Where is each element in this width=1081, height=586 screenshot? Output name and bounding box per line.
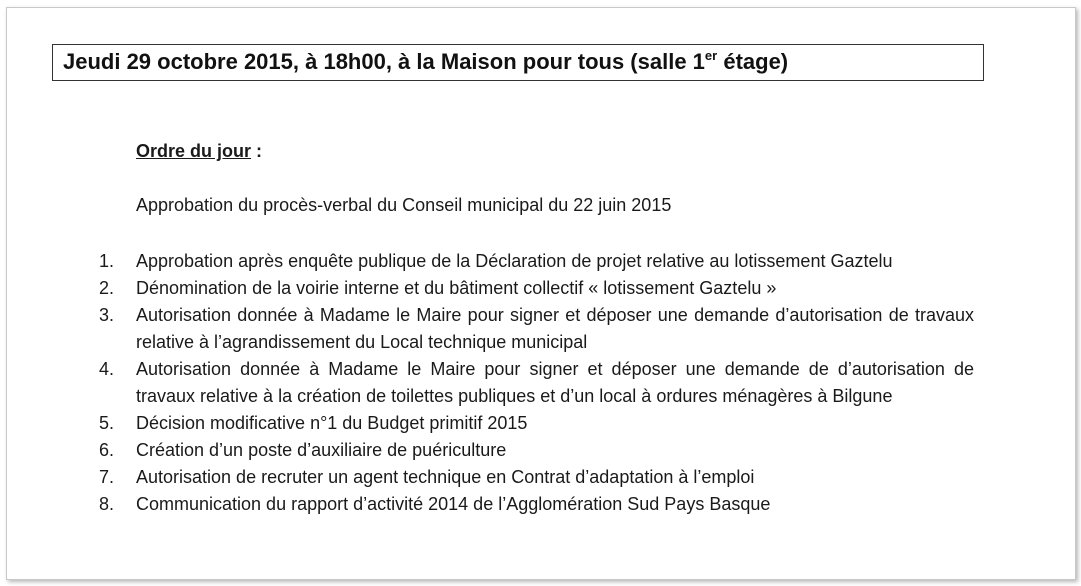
agenda-item-text: Autorisation donnée à Madame le Maire pour signer et déposer une demande de d’autorisation de travaux relative à la création de toilettes publiques et d’un local à ordures ménagères à Bilgune xyxy=(136,359,974,406)
agenda-item-number: 2. xyxy=(99,278,115,298)
agenda-item-number: 5. xyxy=(99,413,115,433)
agenda-item-number: 3. xyxy=(99,305,115,325)
agenda-item xyxy=(7,410,1075,437)
document-page xyxy=(6,7,1076,580)
agenda-item xyxy=(7,464,1075,491)
agenda-heading xyxy=(136,141,262,162)
agenda-item-text: Approbation après enquête publique de la Déclaration de projet relative au lotissement Gaztelu xyxy=(136,251,893,271)
agenda-item-text: Création d’un poste d’auxiliaire de puériculture xyxy=(136,440,507,460)
agenda-item-number: 8. xyxy=(99,494,115,514)
agenda-item xyxy=(7,356,1075,410)
agenda-item-text: Décision modificative n°1 du Budget primitif 2015 xyxy=(136,413,528,433)
minutes-approval-line: Approbation du procès-verbal du Conseil municipal du 22 juin 2015 xyxy=(136,195,672,215)
meeting-title xyxy=(63,49,788,75)
meeting-title-superscript: er xyxy=(704,48,718,63)
agenda-item-number: 7. xyxy=(99,467,115,487)
agenda-heading-label: Ordre du jour xyxy=(136,141,252,161)
agenda-item xyxy=(7,491,1075,518)
agenda-heading-colon: : xyxy=(251,141,263,161)
agenda-item xyxy=(7,248,1075,275)
meeting-title-box xyxy=(52,44,984,81)
agenda-item-text: Communication du rapport d’activité 2014 de l’Agglomération Sud Pays Basque xyxy=(136,494,771,514)
agenda-item xyxy=(7,302,1075,356)
meeting-title-main: Jeudi 29 octobre 2015, à 18h00, à la Maison pour tous (salle 1 xyxy=(63,49,705,74)
agenda-item-text: Autorisation de recruter un agent technique en Contrat d’adaptation à l’emploi xyxy=(136,467,755,487)
meeting-title-end: étage) xyxy=(717,49,789,74)
agenda-item-number: 6. xyxy=(99,440,115,460)
agenda-list xyxy=(7,248,1075,518)
agenda-item-number: 1. xyxy=(99,251,115,271)
agenda-item xyxy=(7,275,1075,302)
agenda-item-text: Dénomination de la voirie interne et du bâtiment collectif « lotissement Gaztelu » xyxy=(136,278,777,298)
agenda-item xyxy=(7,437,1075,464)
agenda-item-number: 4. xyxy=(99,359,115,379)
agenda-item-text: Autorisation donnée à Madame le Maire pour signer et déposer une demande d’autorisation de travaux relative à l’agrandissement du Local technique municipal xyxy=(136,305,974,352)
